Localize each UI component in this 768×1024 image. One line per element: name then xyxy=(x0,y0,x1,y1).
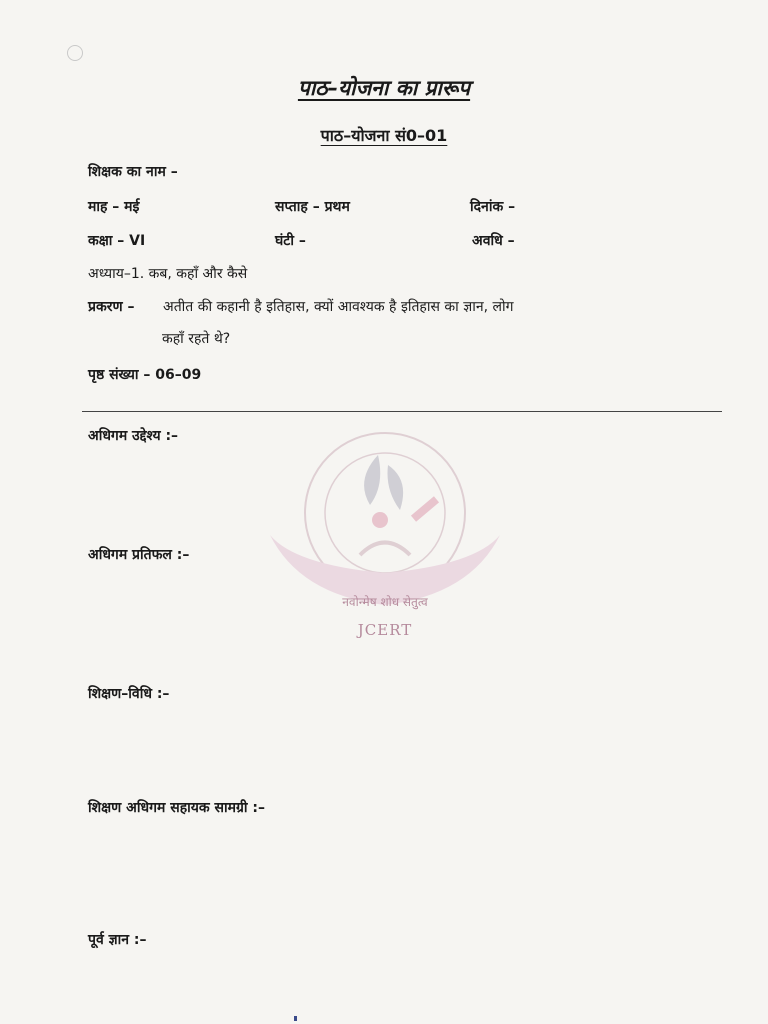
teaching-aids-heading: शिक्षण अधिगम सहायक सामग्री :– xyxy=(88,800,265,816)
plan-number: पाठ–योजना सं0–01 xyxy=(320,126,448,145)
document-title: पाठ–योजना का प्रारूप xyxy=(297,76,471,100)
duration-field: अवधि – xyxy=(472,233,515,249)
watermark-name: JCERT xyxy=(357,621,413,639)
watermark-motto: नवोन्मेष शोध सेतुत्व xyxy=(342,595,428,609)
month-field: माह – मई xyxy=(88,199,140,215)
period-field: घंटी – xyxy=(275,233,306,249)
learning-outcomes-heading: अधिगम प्रतिफल :– xyxy=(88,547,190,563)
topic-line-1: अतीत की कहानी है इतिहास, क्यों आवश्यक है इतिहास का ज्ञान, लोग xyxy=(163,299,514,315)
learning-objectives-heading: अधिगम उद्देश्य :– xyxy=(88,428,179,444)
topic-label: प्रकरण – xyxy=(88,299,135,315)
topic-line-2: कहाँ रहते थे? xyxy=(162,331,231,347)
week-field: सप्ताह – प्रथम xyxy=(275,199,350,215)
punch-hole xyxy=(67,45,83,61)
divider-line xyxy=(82,411,722,412)
page-numbers-field: पृष्ठ संख्या – 06–09 xyxy=(88,367,202,383)
class-field: कक्षा – VI xyxy=(88,233,146,249)
teacher-name-field: शिक्षक का नाम – xyxy=(88,164,178,180)
teaching-method-heading: शिक्षण–विधि :– xyxy=(88,686,170,702)
ink-mark xyxy=(294,1016,297,1021)
prior-knowledge-heading: पूर्व ज्ञान :– xyxy=(88,932,147,948)
date-field: दिनांक – xyxy=(470,199,516,215)
chapter-field: अध्याय–1. कब, कहाँ और कैसे xyxy=(88,266,248,282)
